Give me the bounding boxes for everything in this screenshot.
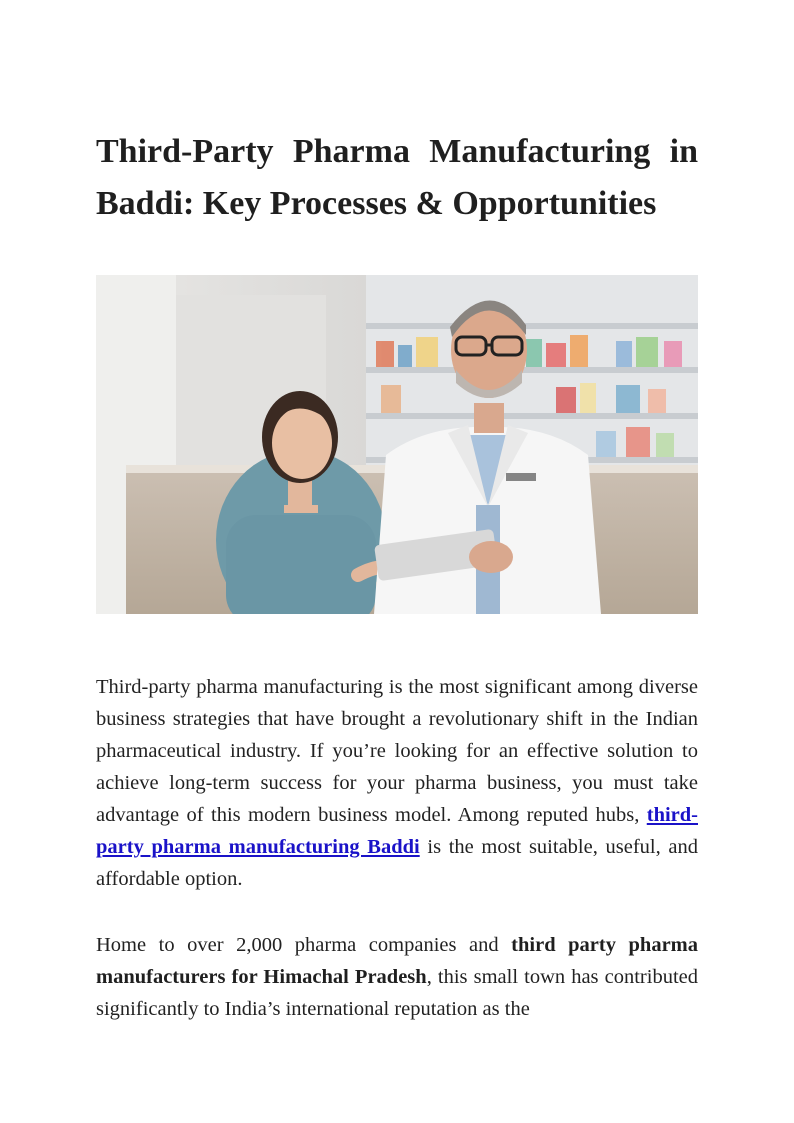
second-text: Home to over 2,000 pharma companies and [96,934,512,956]
baddi-manufacturing-link[interactable]: third-party pharma manufacturing Baddi [96,804,698,858]
second-paragraph [96,929,698,1025]
page-title: Third-Party Pharma Manufacturing in Baddi: Key Processes & Opportunities [96,133,698,222]
bold-keyword: third party pharma manufacturers for Himachal Pradesh [96,934,698,988]
second-text-end: , this small town has contributed significantly to India’s international reputation as the [96,966,698,1020]
intro-text: Third-party pharma manufacturing is the most significant among diverse business strategies that have brought a revolutionary shift in the Indian pharmaceutical industry. If you’re looking for an effective solution to achieve long-term success for your pharma business, you must take advantage of this modern business model. Among reputed hubs, [96,676,698,826]
intro-paragraph [96,671,698,895]
pharmacist-photo [96,275,698,614]
intro-text-end: is the most suitable, useful, and affordable option. [96,836,698,890]
